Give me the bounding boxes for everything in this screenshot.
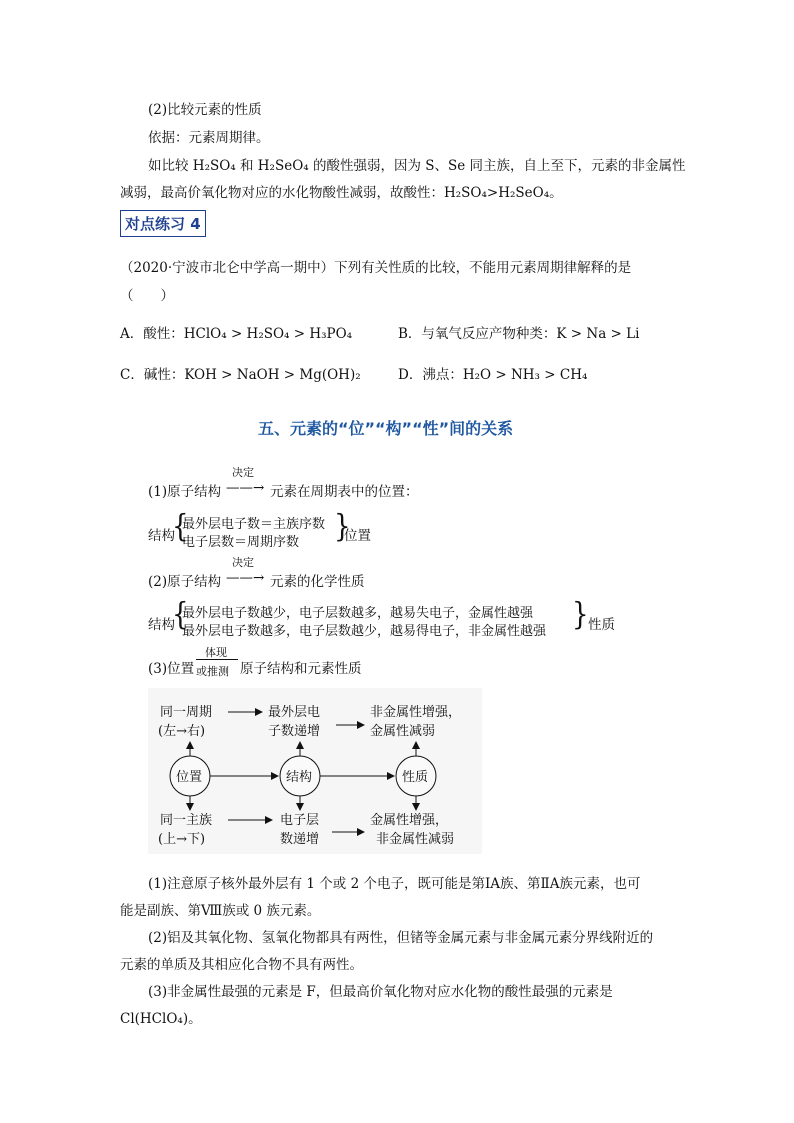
- compare-example-line1: 如比较 H₂SO₄ 和 H₂SeO₄ 的酸性强弱，因为 S、Se 同主族，自上至下，元素的非金属性: [148, 158, 686, 174]
- compare-basis: 依据：元素周期律。: [148, 130, 270, 146]
- top-right-1: 非金属性增强，: [370, 705, 462, 720]
- node-structure-label: 结构: [286, 770, 313, 785]
- item3-arrow-bottom: 或推测: [196, 665, 229, 678]
- item1-arrow-label: 决定: [232, 466, 254, 479]
- bottom-mid-2: 数递增: [280, 832, 320, 847]
- section-title: 五、元素的“位”“构”“性”间的关系: [258, 419, 514, 438]
- relationship-diagram: [148, 688, 482, 854]
- note3-line2: Cl(HClO₄)。: [120, 1011, 202, 1027]
- item3-prefix: (3)位置: [148, 661, 195, 677]
- item3-suffix: 原子结构和元素性质: [240, 661, 362, 677]
- bottom-left-1: 同一主族: [160, 813, 213, 828]
- structure-label: 结构: [148, 528, 175, 544]
- option-c[interactable]: C．碱性：KOH > NaOH > Mg(OH)₂: [120, 367, 361, 383]
- node-position-label: 位置: [176, 770, 203, 785]
- left-brace-icon: {: [172, 509, 189, 545]
- bottom-right-2: 非金属性减弱: [376, 832, 455, 847]
- practice-label: 对点练习 4: [120, 210, 206, 237]
- practice-answer-blank: （ ）: [120, 288, 174, 304]
- top-left-2: (左→右): [158, 724, 206, 739]
- note1-line1: (1)注意原子核外最外层有 1 个或 2 个电子，既可能是第ⅠA族、第ⅡA族元素，也可: [148, 876, 641, 892]
- struct-line1: 最外层电子数＝主族序数: [182, 517, 326, 532]
- top-mid-2: 子数递增: [268, 724, 321, 739]
- top-right-2: 金属性减弱: [370, 724, 436, 739]
- structure2-label: 结构: [148, 617, 175, 633]
- arrow-icon: ——→: [226, 570, 265, 586]
- option-a[interactable]: A．酸性：HClO₄ > H₂SO₄ > H₃PO₄: [120, 326, 353, 342]
- bottom-left-2: (上→下): [158, 832, 206, 847]
- item3-arrow-top: 体现: [205, 646, 227, 659]
- note1-line2: 能是副族、第Ⅷ族或 0 族元素。: [120, 903, 321, 919]
- right-brace-icon: }: [334, 509, 351, 545]
- struct2-line1: 最外层电子数越少，电子层数越多，越易失电子，金属性越强: [182, 606, 534, 621]
- struct2-line2: 最外层电子数越多，电子层数越少，越易得电子，非金属性越强: [182, 624, 547, 639]
- item2-suffix: 元素的化学性质: [270, 574, 365, 590]
- bottom-right-1: 金属性增强，: [370, 813, 449, 828]
- item1-suffix: 元素在周期表中的位置：: [270, 484, 419, 500]
- item1-prefix: (1)原子结构: [148, 484, 222, 500]
- right-brace-icon: }: [572, 597, 589, 633]
- item2-arrow-label: 决定: [232, 556, 254, 569]
- compare-title: (2)比较元素的性质: [148, 102, 262, 118]
- option-b[interactable]: B．与氧气反应产物种类：K > Na > Li: [398, 326, 640, 342]
- note2-line1: (2)铝及其氧化物、氢氧化物都具有两性，但锗等金属元素与非金属元素分界线附近的: [148, 930, 654, 946]
- struct-line2: 电子层数＝周期序数: [182, 535, 300, 550]
- diagram-svg: [148, 688, 482, 854]
- arrow-icon: ——→: [226, 480, 265, 496]
- position-label: 位置: [344, 528, 371, 544]
- practice-question: （2020·宁波市北仑中学高一期中）下列有关性质的比较，不能用元素周期律解释的是: [120, 260, 632, 276]
- left-brace-icon: {: [172, 597, 189, 633]
- option-d[interactable]: D．沸点：H₂O > NH₃ > CH₄: [398, 367, 588, 383]
- compare-example-line2: 减弱，最高价氧化物对应的水化物酸性减弱，故酸性：H₂SO₄>H₂SeO₄。: [120, 185, 563, 201]
- note2-line2: 元素的单质及其相应化合物不具有两性。: [120, 957, 363, 973]
- arrow-line: [196, 659, 238, 660]
- node-property-label: 性质: [402, 770, 429, 785]
- top-left-1: 同一周期: [160, 705, 213, 720]
- property-label: 性质: [588, 617, 615, 633]
- note3-line1: (3)非金属性最强的元素是 F，但最高价氧化物对应水化物的酸性最强的元素是: [148, 984, 613, 1000]
- top-mid-1: 最外层电: [268, 705, 321, 720]
- item2-prefix: (2)原子结构: [148, 574, 222, 590]
- bottom-mid-1: 电子层: [280, 813, 320, 828]
